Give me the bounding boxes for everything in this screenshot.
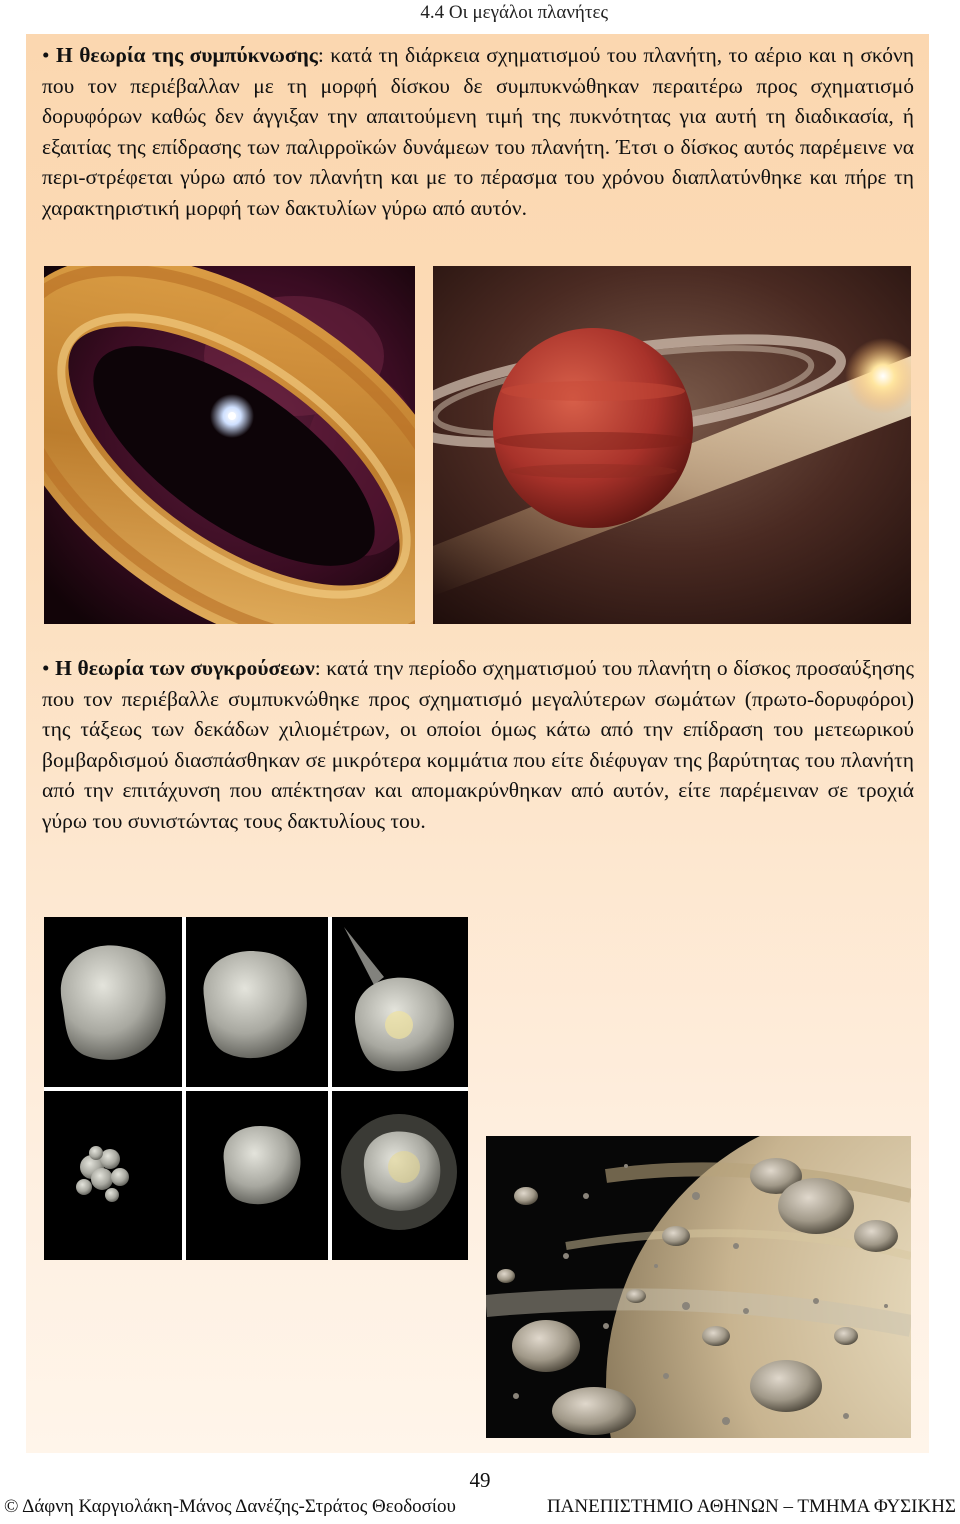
dust-disk-image <box>44 266 415 624</box>
footer-institution: ΠΑΝΕΠΙΣΤΗΜΙΟ ΑΘΗΝΩΝ – ΤΜΗΜΑ ΦΥΣΙΚΗΣ <box>546 1496 956 1517</box>
collision-sequence-image <box>44 917 468 1260</box>
page-number: 49 <box>469 1468 491 1492</box>
bullet: • <box>42 656 50 680</box>
bullet: • <box>42 43 50 67</box>
paragraph-text: : κατά τη διάρκεια σχηματισμού του πλανήτη, το αέριο και η σκόνη που τον περιέβαλλαν με τη μορφή δίσκου δε συμπυκνώθηκαν περαιτέρω προς σχηματισμό δορυφόρων καθώς δεν άγγιξαν την απαιτούμενη τιμή της πυκνότητας για αυτή τη διαδικασία, ή εξαιτίας της επίδρασης των παλιρροϊκών δυνάμεων του πλανήτη. Έτσι ο δίσκος αυτός παρέμεινε να περι-στρέφεται γύρω από τον πλανήτη και με το πέρασμα του χρόνου διαπλατύνθηκε και πήρε τη χαρακτηριστική μορφή των δακτυλίων γύρω από αυτόν. <box>42 43 915 220</box>
ring-debris-image <box>486 1136 911 1438</box>
footer-authors: © Δάφνη Καργιολάκη-Μάνος Δανέζης-Στράτος Θεοδοσίου <box>4 1496 456 1517</box>
paragraph-condensation-theory <box>42 40 914 223</box>
section-header: 4.4 Οι μεγάλοι πλανήτες <box>420 2 608 23</box>
ringed-red-planet-image <box>433 266 911 624</box>
paragraph-collision-theory <box>42 653 914 836</box>
term-collision-theory: Η θεωρία των συγκρούσεων <box>55 656 315 680</box>
paragraph-text: : κατά την περίοδο σχηματισμού του πλανήτη ο δίσκος προσαύξησης που τον περιέβαλλε συμπυκνώθηκε προς σχηματισμό μεγαλύτερων σωμάτων (πρωτο-δορυφόροι) της τάξεως των δεκάδων χιλιομέτρων, οι οποίοι όμως κάτω από την επίδραση του μετεωρικού βομβαρδισμού διασπάσθηκαν σε μικρότερα κομμάτια που είτε διέφυγαν της βαρύτητας του πλανήτη από την επιτάχυνση που απέκτησαν και απομακρύνθηκαν από αυτόν, είτε παρέμειναν σε τροχιά γύρω του συνιστώντας τους δακτυλίους του. <box>42 656 914 833</box>
term-condensation-theory: Η θεωρία της συμπύκνωσης <box>56 43 318 67</box>
